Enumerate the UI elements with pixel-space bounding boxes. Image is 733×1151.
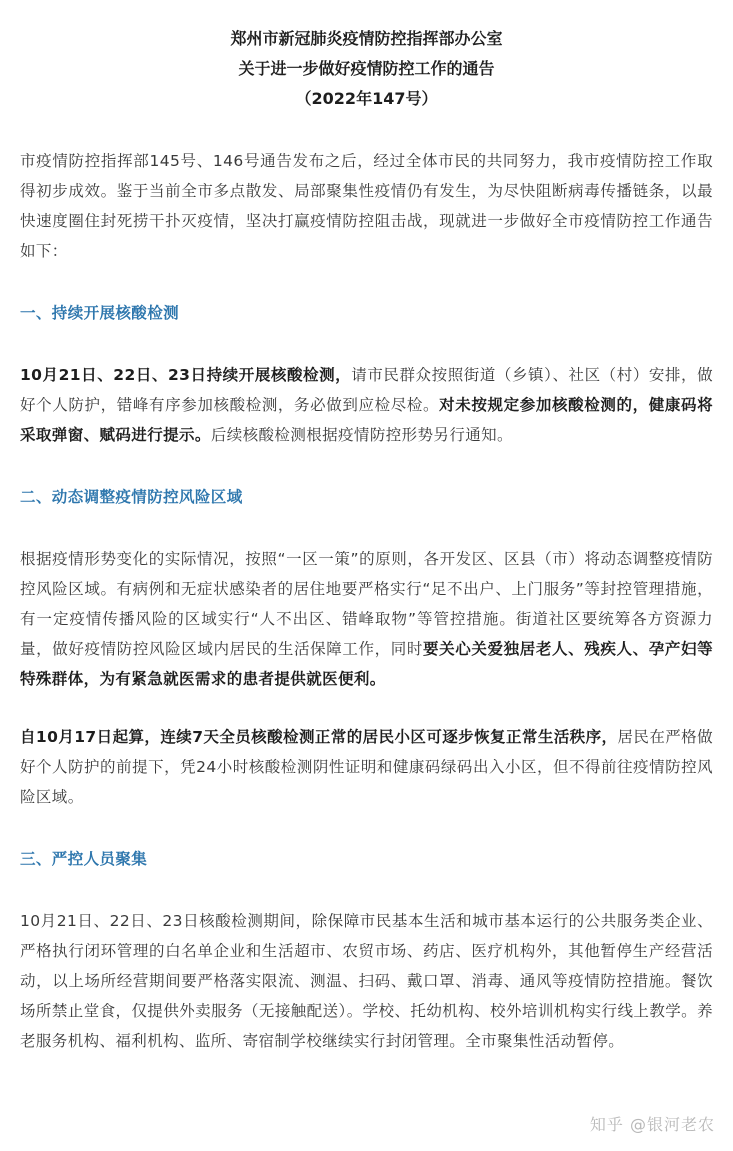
- section-2-bold-a: 要关心关爱独居老人、残疾人、孕产妇等特殊群体，为有紧急就医需求的患者提供就医便利。: [20, 640, 713, 688]
- section-2-text-b: 居民在严格做好个人防护的前提下，凭24小时核酸检测阴性证明和健康码绿码出入小区，但不得前往疫情防控风险区域。: [20, 728, 713, 806]
- title-line-number: （2022年147号）: [295, 89, 438, 108]
- title-line-subject: 关于进一步做好疫情防控工作的通告: [238, 59, 495, 78]
- zhihu-watermark: 知乎 @银河老农: [589, 1115, 715, 1134]
- section-2-paragraph-2: [20, 722, 713, 812]
- section-1-text-b: 后续核酸检测根据疫情防控形势另行通知。: [210, 426, 513, 444]
- intro-paragraph: 市疫情防控指挥部145号、146号通告发布之后，经过全体市民的共同努力，我市疫情防控工作取得初步成效。鉴于当前全市多点散发、局部聚集性疫情仍有发生，为尽快阻断病毒传播链条，以最快速度圈住封死捞干扑灭疫情，坚决打赢疫情防控阻击战，现就进一步做好全市疫情防控工作通告如下：: [20, 152, 713, 260]
- section-heading-1: 一、持续开展核酸检测: [20, 304, 180, 322]
- title-line-issuer: 郑州市新冠肺炎疫情防控指挥部办公室: [230, 29, 503, 48]
- section-1-bold-a: 10月21日、22日、23日持续开展核酸检测，: [20, 366, 352, 384]
- section-2-paragraph-1: [20, 544, 713, 694]
- section-2-text-a: 根据疫情形势变化的实际情况，按照“一区一策”的原则，各开发区、区县（市）将动态调整疫情防控风险区域。有病例和无症状感染者的居住地要严格实行“足不出户、上门服务”等封控管理措施，有一定疫情传播风险的区域实行“人不出区、错峰取物”等管控措施。街道社区要统筹各方资源力量，做好疫情防控风险区域内居民的生活保障工作，同时: [20, 550, 713, 658]
- section-3-paragraph: 10月21日、22日、23日核酸检测期间，除保障市民基本生活和城市基本运行的公共服务类企业、严格执行闭环管理的白名单企业和生活超市、农贸市场、药店、医疗机构外，其他暂停生产经营活动，以上场所经营期间要严格落实限流、测温、扫码、戴口罩、消毒、通风等疫情防控措施。餐饮场所禁止堂食，仅提供外卖服务（无接触配送）。学校、托幼机构、校外培训机构实行线上教学。养老服务机构、福利机构、监所、寄宿制学校继续实行封闭管理。全市聚集性活动暂停。: [20, 912, 713, 1050]
- section-2-bold-b: 自10月17日起算，连续7天全员核酸检测正常的居民小区可逐步恢复正常生活秩序，: [20, 728, 618, 746]
- section-1-text-a: 请市民群众按照街道（乡镇）、社区（村）安排，做好个人防护，错峰有序参加核酸检测，务必做到应检尽检。: [20, 366, 714, 414]
- notice-title: [20, 0, 713, 114]
- section-heading-3: 三、严控人员聚集: [20, 850, 148, 868]
- section-heading-2: 二、动态调整疫情防控风险区域: [20, 488, 243, 506]
- section-1-bold-b: 对未按规定参加核酸检测的，健康码将采取弹窗、赋码进行提示。: [20, 396, 713, 444]
- section-1-paragraph: [20, 360, 713, 450]
